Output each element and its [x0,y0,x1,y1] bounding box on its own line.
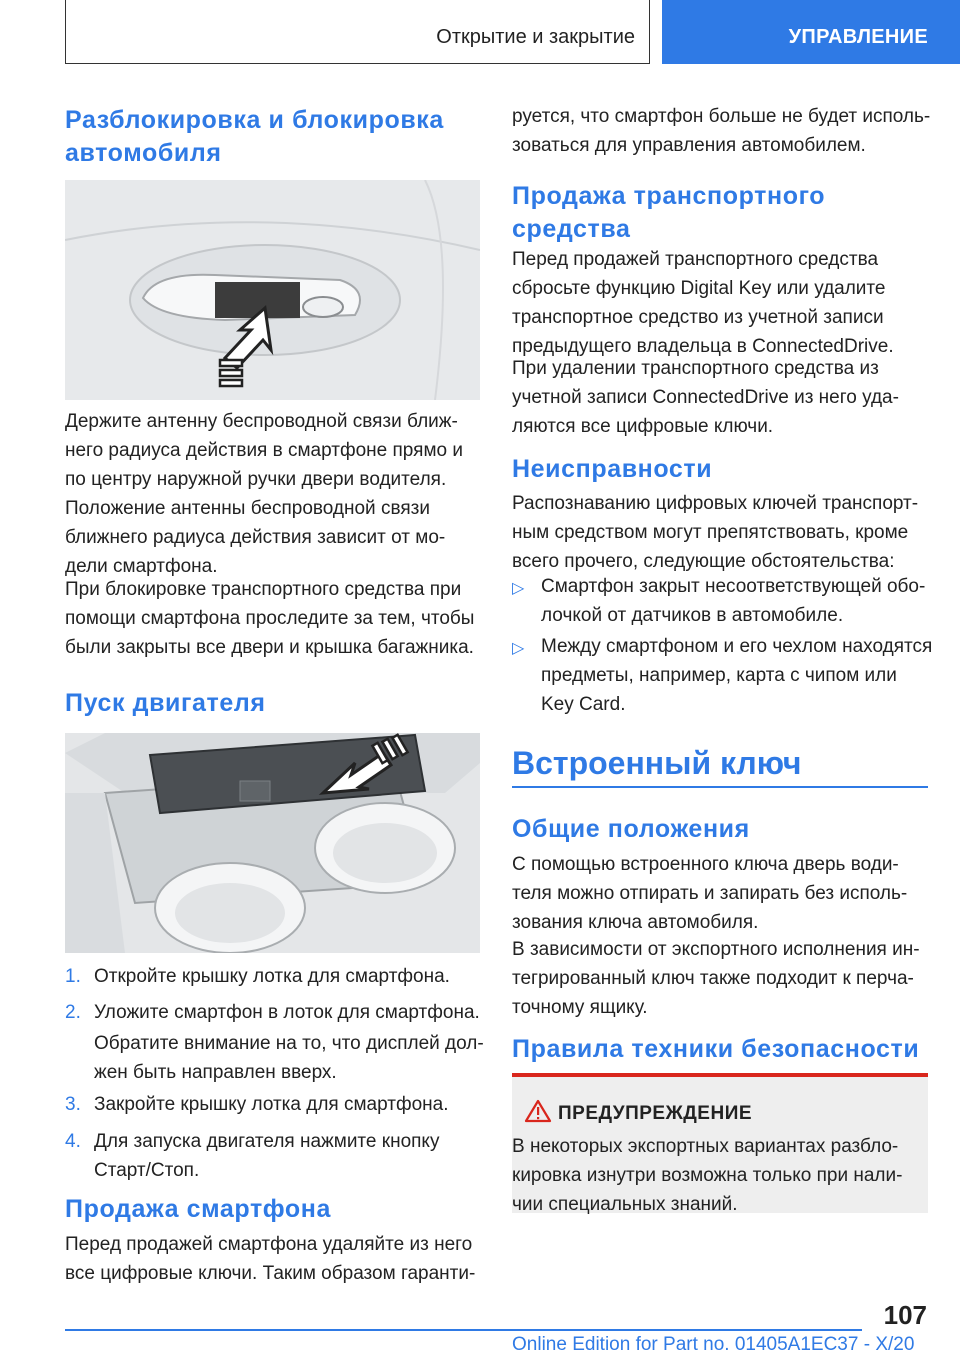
header-chapter-tab [662,0,960,64]
heading-unlock: Разблокировка и блокировка автомобиля [65,106,444,167]
unlock-paragraph-3: При блокировке транспортного средства при помощи смартфона проследите за тем, чтобы были закрыты все двери и крышка багажника. [65,579,475,658]
unlock-paragraph-2: Положение антенны беспроводной связи ближнего радиуса действия зависит от мо- дели смартфона. [65,498,446,577]
warning-box [512,1073,928,1213]
warning-text: В некоторых экспортных вариантах разбло- кировка изнутри возможна только при нали- чии специальных знаний. [512,1136,903,1215]
step-number: 3. [65,1094,81,1115]
heading-engine-start: Пуск двигателя [65,689,266,717]
sale-phone-paragraph: Перед продажей смартфона удаляйте из него все цифровые ключи. Таким образом гаранти- [65,1234,476,1284]
warning-title: ПРЕДУПРЕЖДЕНИЕ [558,1103,753,1124]
sale-phone-paragraph-cont: руется, что смартфон больше не будет исполь- зоваться для управления автомобилем. [512,106,931,156]
page-number: 107 [883,1300,927,1330]
smartphone-tray-illustration [65,733,480,953]
section-divider [512,786,928,788]
warning-triangle-icon [524,1099,552,1123]
header-section-title: Открытие и закрытие [436,26,635,48]
step-number: 4. [65,1131,81,1152]
step-number: 2. [65,1002,81,1023]
bullet-triangle-icon: ▷ [512,580,525,597]
fault-bullet-1: Смартфон закрыт несоответствующей обо- лочкой от датчиков в автомобиле. [541,576,926,626]
step-number: 1. [65,966,81,987]
faults-paragraph: Распознаванию цифровых ключей транспорт- ным средством могут препятствовать, кроме всего прочего, следующие обстоятельства: [512,493,919,572]
step-text: Закройте крышку лотка для смартфона. [94,1094,449,1115]
sale-vehicle-paragraph-1: Перед продажей транспортного средства сбросьте функцию Digital Key или удалите транспортное средство из учетной записи предыдущего владельца в ConnectedDrive. [512,249,894,357]
sale-vehicle-paragraph-2: При удалении транспортного средства из учетной записи ConnectedDrive из него уда- ляются все цифровые ключи. [512,358,899,437]
heading-sale-phone: Продажа смартфона [65,1195,332,1223]
general-paragraph-1: С помощью встроенного ключа дверь води- теля можно отпирать и запирать без исполь- зования ключа автомобиля. [512,854,908,933]
unlock-paragraph-1: Держите антенну беспроводной связи ближ- него радиуса действия в смартфоне прямо и по центру наружной ручки двери водителя. [65,411,463,490]
heading-safety: Правила техники безопасности [512,1035,920,1063]
heading-general: Общие положения [512,815,750,843]
header-chapter-title: УПРАВЛЕНИЕ [788,26,928,48]
fault-bullet-2: Между смартфоном и его чехлом находятся предметы, например, карта с чипом или Key Card. [541,636,933,715]
bullet-triangle-icon: ▷ [512,640,525,657]
step-text: Для запуска двигателя нажмите кнопку Старт/Стоп. [94,1131,440,1181]
header-section-box [65,0,650,64]
general-paragraph-2: В зависимости от экспортного исполнения ин- тегрированный ключ также подходит к перча- точному ящику. [512,939,920,1018]
footer-divider [65,1329,862,1331]
heading-faults: Неисправности [512,455,713,483]
step-note: Обратите внимание на то, что дисплей дол- жен быть направлен вверх. [94,1033,484,1083]
heading-sale-vehicle: Продажа транспортного средства [512,182,826,243]
door-handle-illustration [65,180,480,400]
title-builtin-key: Встроенный ключ [512,745,802,781]
step-text: Откройте крышку лотка для смартфона. [94,966,450,987]
step-text: Уложите смартфон в лоток для смартфона. [94,1002,480,1023]
footer-edition: Online Edition for Part no. 01405A1EC37 - X/20 [512,1334,915,1355]
